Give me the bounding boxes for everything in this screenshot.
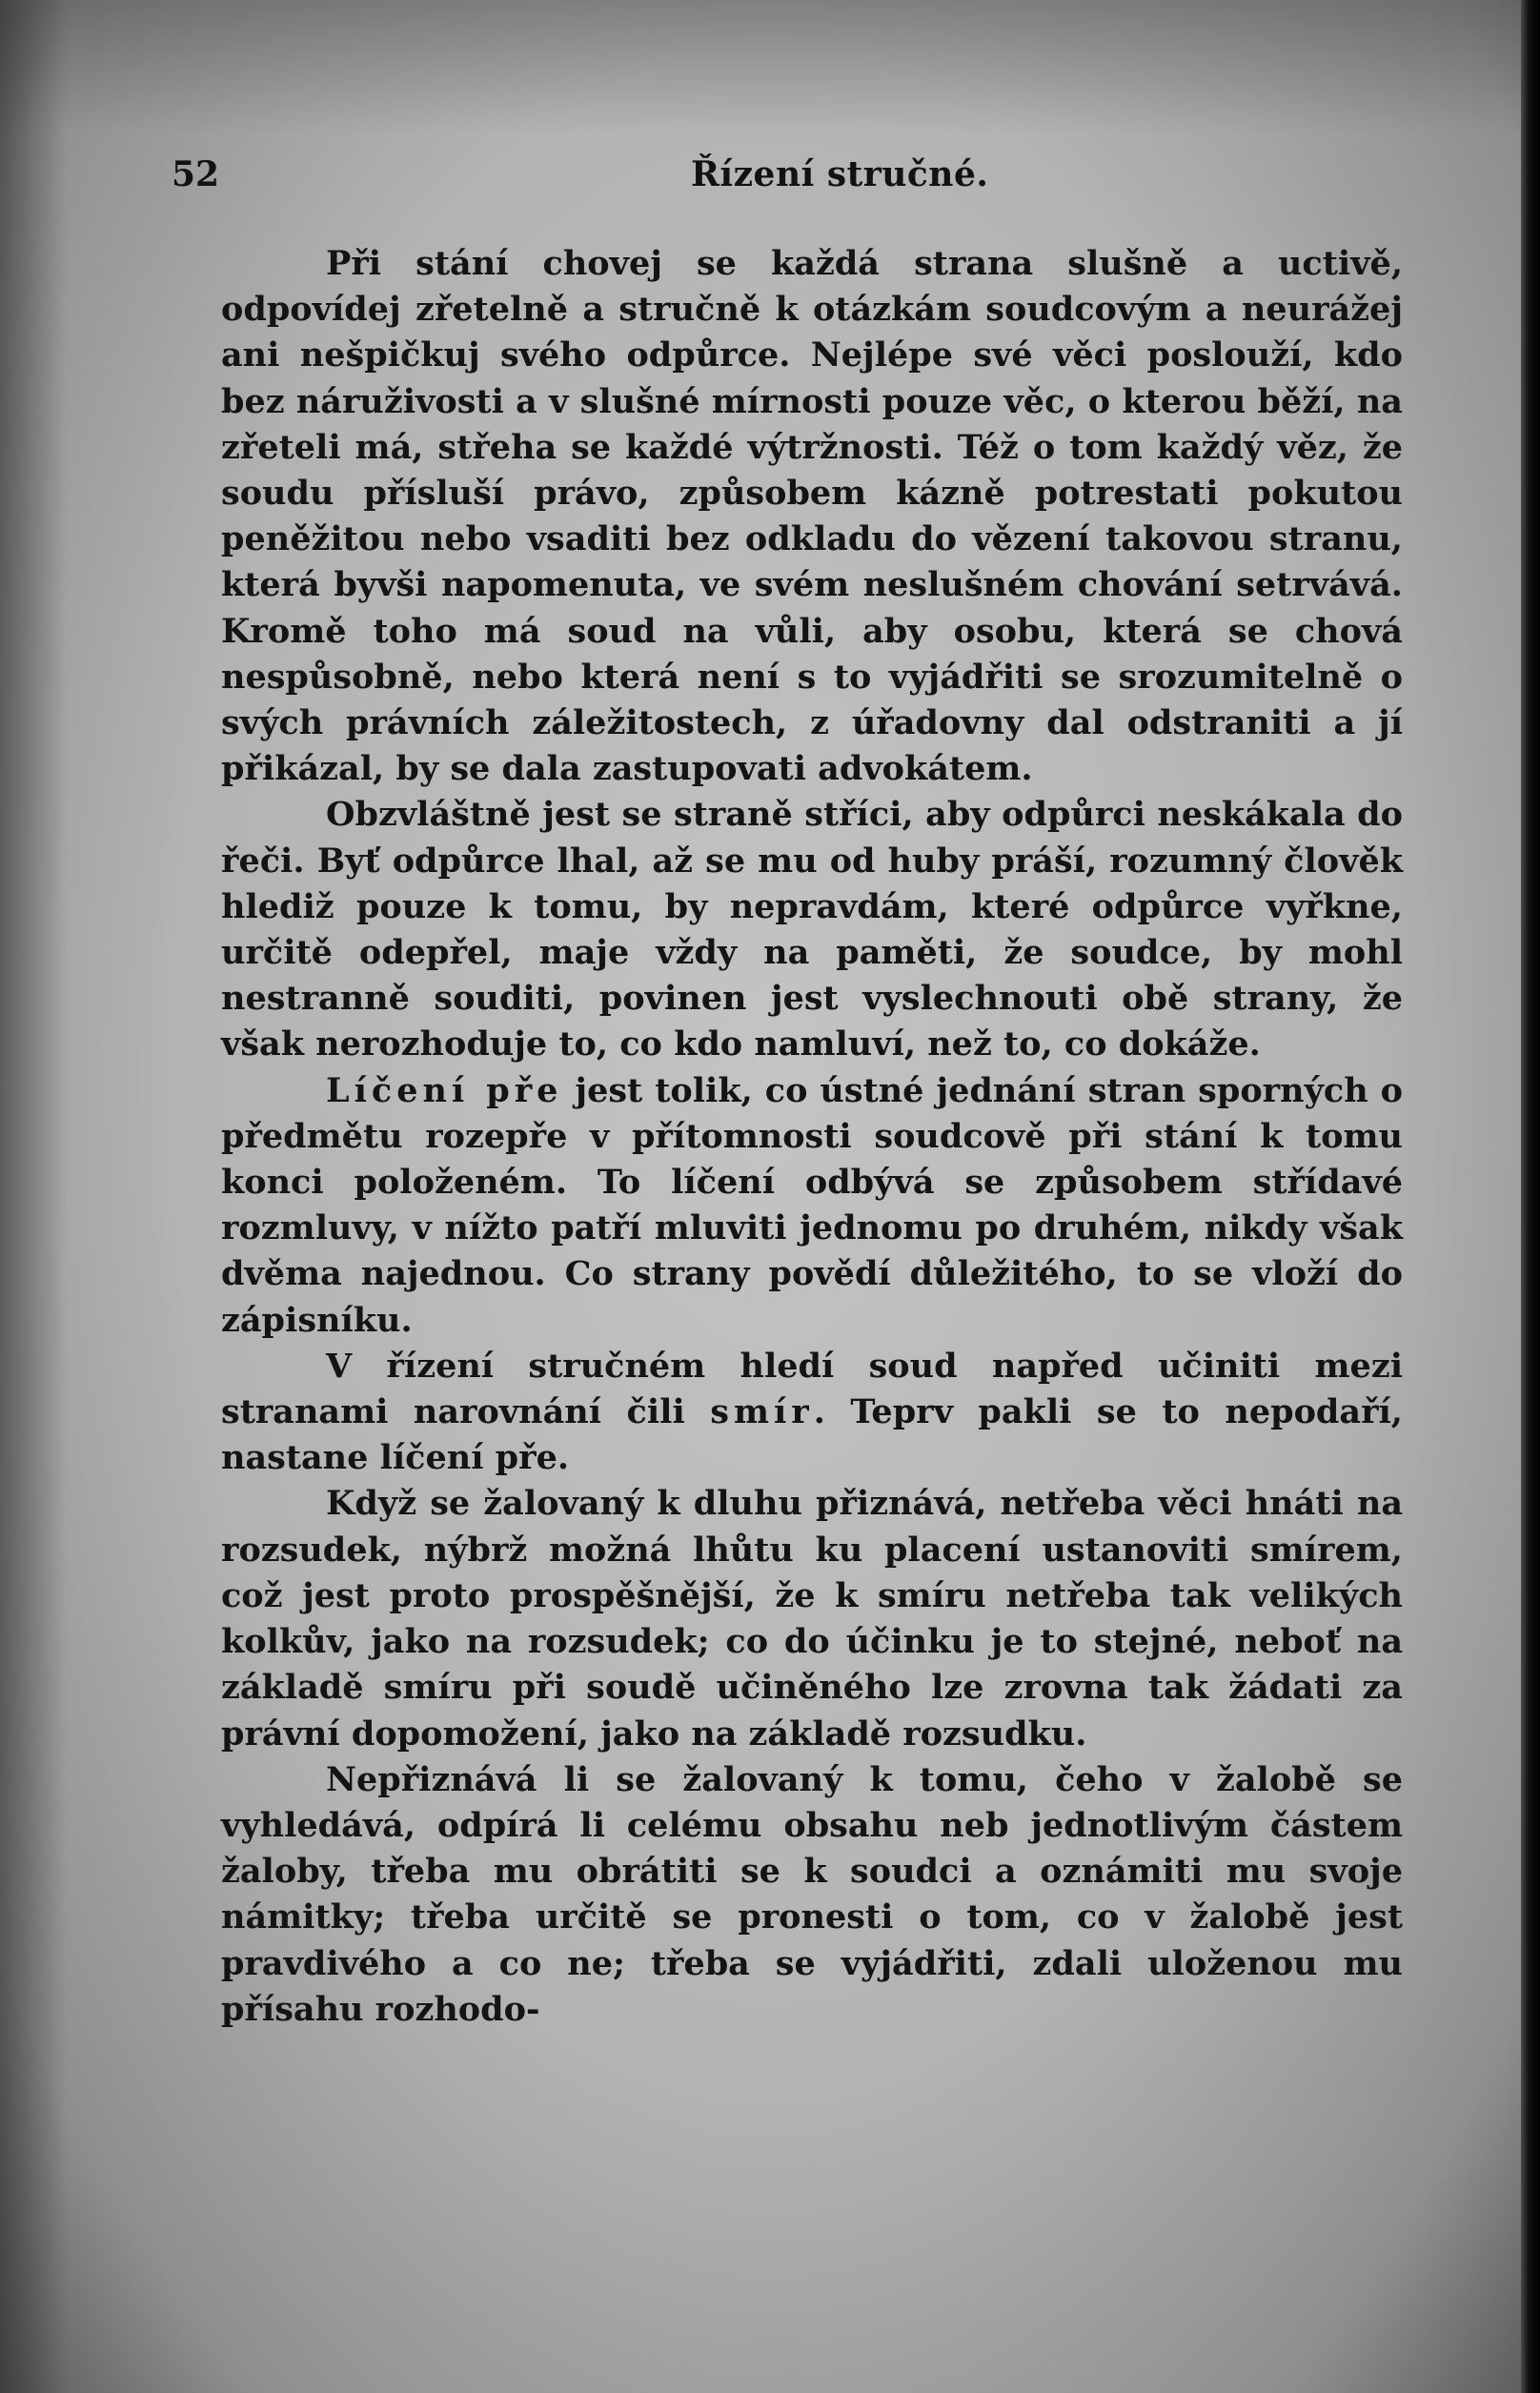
paragraph-settlement-start: V řízení stručném hledí soud napřed učiniti mezi stranami narovnání čili [221,1346,1403,1432]
page-number: 52 [172,154,220,194]
paragraph-hearing [221,1068,1403,1344]
paragraph-admission: Když se žalovaný k dluhu přiznává, netřeba věci hnáti na rozsudek, nýbrž možná lhůtu ku placení ustanoviti smírem, což jest proto prospěšnější, že k smíru netřeba tak velikých kolkův, jako na rozsudek; co do účinku je to stejné, neboť na základě smíru při soudě učiněného lze zrovna tak žádati za právní dopomožení, jako na základě rozsudku. [221,1484,1403,1754]
term-smir: smír [710,1392,814,1432]
top-shadow [0,0,1540,133]
paragraph-settlement [221,1344,1403,1482]
running-title: Řízení stručné. [691,154,989,194]
body-text [221,241,1403,2033]
page-edge [1521,0,1540,2393]
paragraph-settlement-end: . Teprv pakli se to nepodaří, nastane líčení pře. [221,1392,1403,1478]
paragraph-interruption: Obzvláštně jest se straně stříci, aby odpůrci neskákala do řeči. Byť odpůrce lhal, až se mu od huby práší, rozumný člověk hlediž pouze k tomu, by nepravdám, které odpůrce vyřkne, určitě odepřel, maje vždy na paměti, že soudce, by mohl nestranně souditi, povinen jest vyslechnouti obě strany, že však nerozhoduje to, co kdo namluví, než to, co dokáže. [221,795,1403,1065]
paragraph-hearing-text: jest tolik, co ústné jednání stran sporných o předmětu rozepře v přítomnosti soudcově při stání k tomu konci položeném. To líčení odbývá se způsobem střídavé rozmluvy, v nížto patří mluviti jednomu po druhém, nikdy však dvěma najednou. Co strany povědí důležitého, to se vloží do zápisníku. [221,1070,1404,1340]
term-liceni-pre: Líčení pře [326,1070,563,1110]
paragraph-denial: Nepřiznává li se žalovaný k tomu, čeho v žalobě se vyhledává, odpírá li celému obsahu neb jednotlivým částem žaloby, třeba mu obrátiti se k soudci a oznámiti mu svoje námitky; třeba určitě se pronesti o tom, co v žalobě jest pravdivého a co ne; třeba se vyjádřiti, zdali uloženou mu přísahu rozhodo- [221,1759,1403,2029]
left-shadow [0,0,67,2393]
paragraph-conduct: Při stání chovej se každá strana slušně a uctivě, odpovídej zřetelně a stručně k otázkám soudcovým a neurážej ani nešpičkuj svého odpůrce. Nejlépe své věci poslouží, kdo bez náruživosti a v slušné mírnosti pouze věc, o kterou běží, na zřeteli má, střeha se každé výtržnosti. Též o tom každý věz, že soudu přísluší právo, způsobem kázně potrestati pokutou peněžitou nebo vsaditi bez odkladu do vězení takovou stranu, která byvši napomenuta, ve svém neslušném chování setrvává. Kromě toho má soud na vůli, aby osobu, která se chová nespůsobně, nebo která není s to vyjádřiti se srozumitelně o svých právních záležitostech, z úřadovny dal odstraniti a jí přikázal, by se dala zastupovati advokátem. [221,244,1403,789]
